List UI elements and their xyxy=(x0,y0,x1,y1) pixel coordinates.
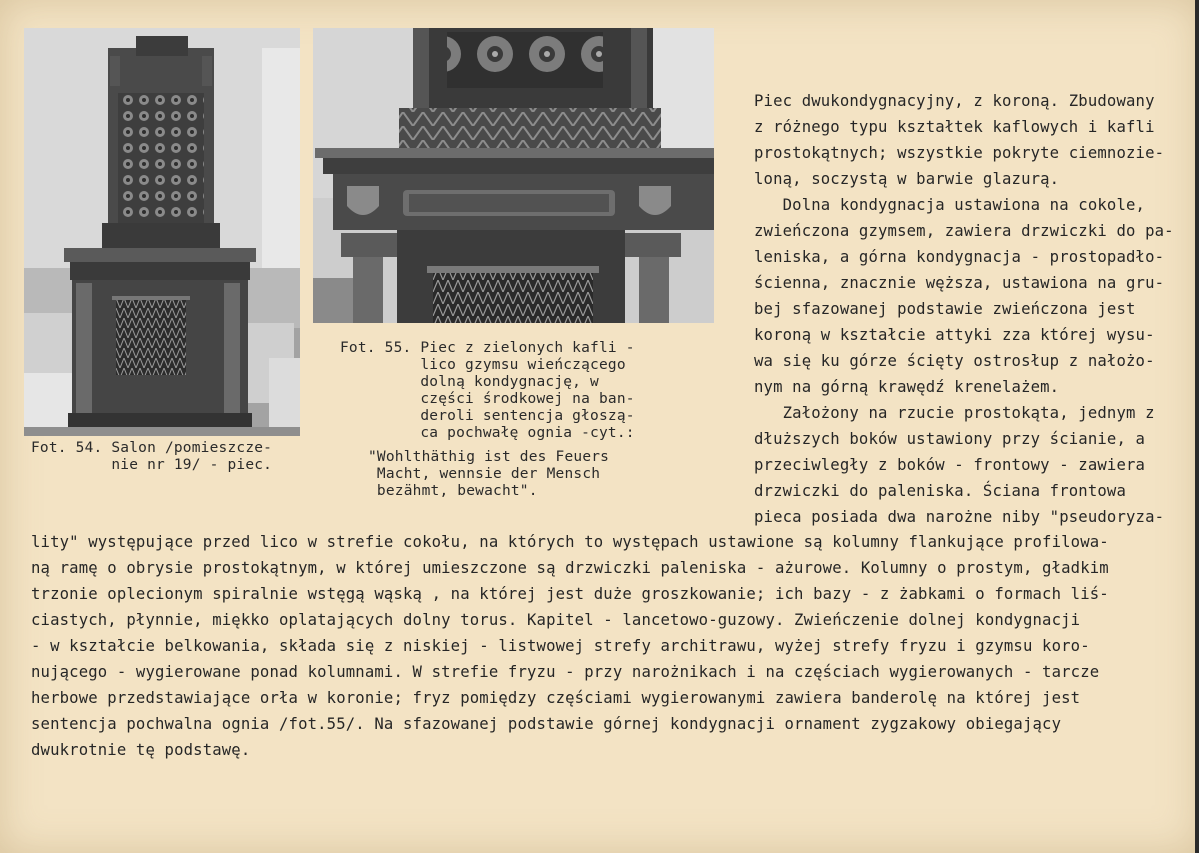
text-line: dwukrotnie tę podstawę. xyxy=(31,741,251,759)
caption-line: ca pochwałę ognia -cyt.: xyxy=(340,425,635,441)
text-line: nym na górną krawędź krenelażem. xyxy=(754,378,1060,396)
tiled-stove-photo-icon xyxy=(24,28,300,436)
text-line: bej sfazowanej podstawie zwieńczona jest xyxy=(754,300,1136,318)
quote-line: "Wohlthäthig ist des Feuers xyxy=(368,449,610,465)
inscription-quote xyxy=(368,449,609,500)
caption-line: Fot. 55. Piec z zielonych kafli - xyxy=(340,340,635,356)
text-line: z różnego typu kształtek kaflowych i kafli xyxy=(754,118,1155,136)
caption-line: lico gzymsu wieńczącego xyxy=(340,357,626,373)
caption-line: części środkowej na ban- xyxy=(340,391,635,407)
text-line: - w kształcie belkowania, składa się z niskiej - listwowej strefy architrawu, wyżej strefy fryzu i gzymsu koro- xyxy=(31,637,1090,655)
page-edge xyxy=(1195,0,1199,853)
text-line: lity" występujące przed lico w strefie cokołu, na których to występach ustawione są kolumny flankujące profilowa- xyxy=(31,533,1109,551)
text-line: Założony na rzucie prostokąta, jednym z xyxy=(754,404,1155,422)
text-line: leniska, a górna kondygnacja - prostopadło- xyxy=(754,248,1165,266)
text-line: Dolna kondygnacja ustawiona na cokole, xyxy=(754,196,1146,214)
caption-fot-54 xyxy=(31,440,272,474)
text-line: koroną w kształcie attyki zza której wysu- xyxy=(754,326,1155,344)
caption-line: deroli sentencja głoszą- xyxy=(340,408,635,424)
text-line: pieca posiada dwa narożne niby "pseudoryza- xyxy=(754,508,1165,526)
text-line: drzwiczki do paleniska. Ściana frontowa xyxy=(754,482,1126,500)
text-line: zwieńczona gzymsem, zawiera drzwiczki do pa- xyxy=(754,222,1174,240)
stove-detail-icon xyxy=(313,28,714,323)
photo-fot-54 xyxy=(24,28,300,436)
caption-fot-55 xyxy=(340,340,635,442)
text-line: trzonie oplecionym spiralnie wstęgą wąską , na której jest duże groszkowanie; ich bazy - z żabkami o formach liś- xyxy=(31,585,1109,603)
text-line: ną ramę o obrysie prostokątnym, w której umieszczone są drzwiczki paleniska - ażurowe. Kolumny o prostym, gładkim xyxy=(31,559,1109,577)
text-line: przeciwległy z boków - frontowy - zawiera xyxy=(754,456,1146,474)
text-line: wa się ku górze ścięty ostrosłup z nałożo- xyxy=(754,352,1155,370)
caption-line: dolną kondygnację, w xyxy=(340,374,599,390)
text-line: loną, soczystą w barwie glazurą. xyxy=(754,170,1060,188)
text-line: sentencja pochwalna ognia /fot.55/. Na sfazowanej podstawie górnej kondygnacji ornament zygzakowy obiegający xyxy=(31,715,1062,733)
text-line: ścienna, znacznie węższa, ustawiona na gru- xyxy=(754,274,1165,292)
description-full-width xyxy=(31,529,1109,763)
text-line: prostokątnych; wszystkie pokryte ciemnozie- xyxy=(754,144,1165,162)
caption-line: nie nr 19/ - piec. xyxy=(31,457,273,473)
caption-line: Fot. 54. Salon /pomieszcze- xyxy=(31,440,273,456)
quote-line: bezähmt, bewacht". xyxy=(368,483,538,499)
text-line: herbowe przedstawiające orła w koronie; fryz pomiędzy częściami wygierowanymi zawiera banderolę na której jest xyxy=(31,689,1081,707)
text-line: ciastych, płynnie, miękko oplatających dolny torus. Kapitel - lancetowo-guzowy. Zwieńczenie dolnej kondygnacji xyxy=(31,611,1081,629)
description-right-column xyxy=(754,88,1174,530)
quote-line: Macht, wennsie der Mensch xyxy=(368,466,601,482)
text-line: nującego - wygierowane ponad kolumnami. W strefie fryzu - przy narożnikach i na częściach wygierowanych - tarcze xyxy=(31,663,1100,681)
text-line: dłuższych boków ustawiony przy ścianie, a xyxy=(754,430,1146,448)
photo-fot-55 xyxy=(313,28,714,323)
text-line: Piec dwukondygnacyjny, z koroną. Zbudowany xyxy=(754,92,1155,110)
